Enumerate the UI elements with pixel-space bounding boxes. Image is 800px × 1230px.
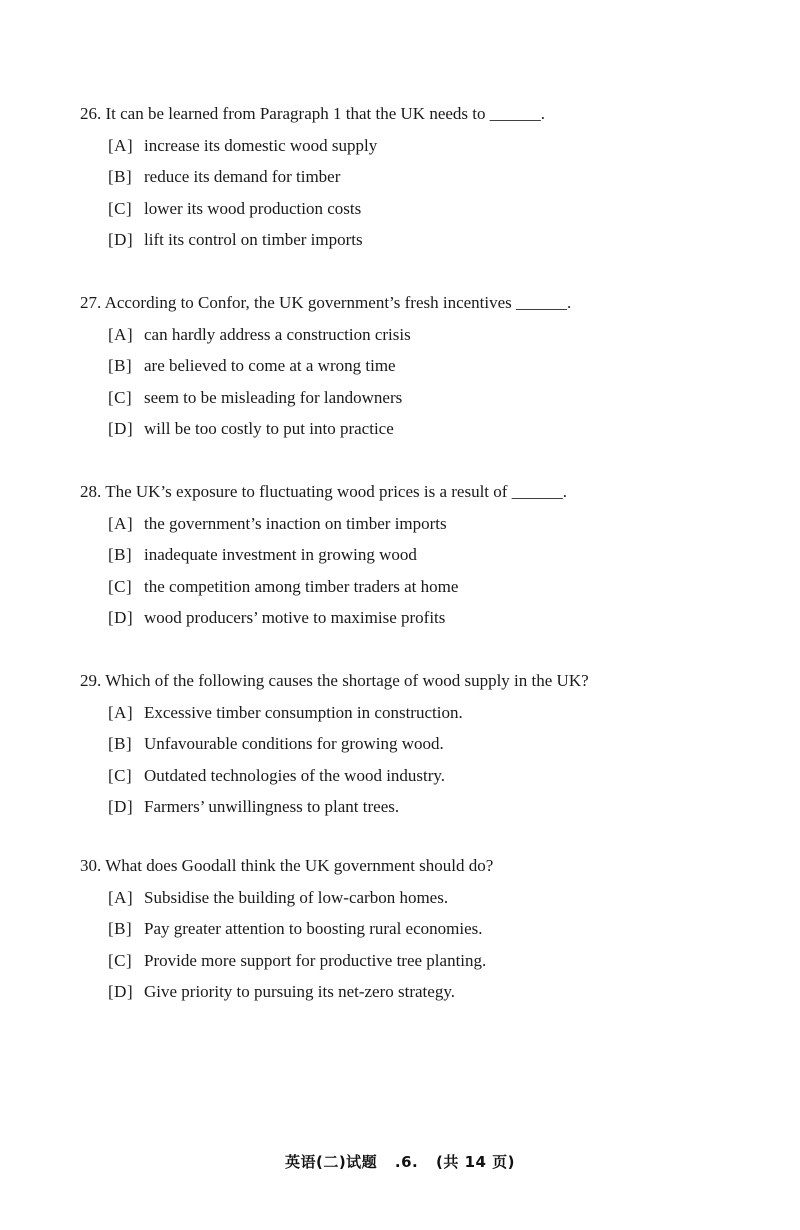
option-label: [C]: [108, 576, 133, 596]
option-d: [80, 418, 740, 440]
option-label: [D]: [108, 797, 134, 816]
option-label: [B]: [108, 167, 133, 186]
option-text: are believed to come at a wrong time: [144, 356, 396, 375]
option-text: inadequate investment in growing wood: [144, 545, 417, 564]
option-b: [80, 544, 740, 566]
option-label: [A]: [108, 702, 134, 722]
option-label: [C]: [108, 198, 133, 218]
footer-page-number: .6.: [394, 1153, 419, 1171]
question-28: [80, 481, 740, 629]
footer-subject: 英语(二)试题: [284, 1153, 378, 1171]
question-text: The UK’s exposure to fluctuating wood prices is a result of: [105, 482, 508, 501]
option-c: [80, 950, 740, 972]
question-stem: [80, 670, 740, 692]
option-label: [D]: [108, 230, 134, 249]
question-29: [80, 670, 740, 818]
option-text: the competition among timber traders at home: [144, 576, 459, 596]
option-list: [80, 135, 740, 252]
option-b: [80, 166, 740, 188]
question-text: It can be learned from Paragraph 1 that the UK needs to: [105, 104, 486, 123]
option-text: Provide more support for productive tree planting.: [144, 950, 487, 970]
question-text: According to Confor, the UK government’s fresh incentives: [104, 293, 512, 312]
footer-total-pages: (共 14 页): [436, 1153, 516, 1171]
option-text: Subsidise the building of low-carbon homes.: [144, 887, 449, 907]
answer-blank: ______.: [516, 293, 572, 312]
option-list: [80, 887, 740, 1004]
option-b: [80, 918, 740, 940]
question-number: 26.: [80, 104, 102, 123]
answer-blank: ______.: [489, 104, 545, 123]
option-text: will be too costly to put into practice: [144, 419, 394, 438]
option-text: reduce its demand for timber: [144, 167, 341, 186]
option-label: [B]: [108, 734, 133, 753]
option-text: Pay greater attention to boosting rural economies.: [144, 919, 483, 938]
question-stem: [80, 103, 740, 125]
option-d: [80, 607, 740, 629]
option-list: [80, 513, 740, 630]
option-text: can hardly address a construction crisis: [144, 324, 411, 344]
option-list: [80, 702, 740, 819]
option-text: seem to be misleading for landowners: [144, 387, 403, 407]
option-d: [80, 229, 740, 251]
page-footer: [0, 1151, 800, 1172]
option-text: lift its control on timber imports: [144, 230, 363, 249]
option-label: [D]: [108, 982, 134, 1001]
option-label: [C]: [108, 765, 133, 785]
option-c: [80, 576, 740, 598]
option-label: [B]: [108, 919, 133, 938]
question-number: 30.: [80, 856, 102, 875]
option-label: [D]: [108, 608, 134, 627]
option-text: lower its wood production costs: [144, 198, 362, 218]
option-c: [80, 387, 740, 409]
option-d: [80, 796, 740, 818]
option-label: [B]: [108, 356, 133, 375]
option-text: increase its domestic wood supply: [144, 135, 378, 155]
option-text: Give priority to pursuing its net-zero strategy.: [144, 982, 455, 1001]
option-b: [80, 355, 740, 377]
option-text: Farmers’ unwillingness to plant trees.: [144, 797, 400, 816]
option-label: [C]: [108, 387, 133, 407]
question-text: What does Goodall think the UK government should do?: [105, 856, 494, 875]
question-text: Which of the following causes the shortage of wood supply in the UK?: [105, 671, 589, 690]
question-number: 27.: [80, 293, 102, 312]
option-text: Excessive timber consumption in construction.: [144, 702, 463, 722]
option-label: [A]: [108, 135, 134, 155]
option-d: [80, 981, 740, 1003]
question-27: [80, 292, 740, 440]
option-label: [A]: [108, 887, 134, 907]
option-c: [80, 198, 740, 220]
option-text: Unfavourable conditions for growing wood.: [144, 734, 444, 753]
option-c: [80, 765, 740, 787]
option-a: [80, 702, 740, 724]
option-label: [A]: [108, 513, 134, 533]
question-30: [80, 855, 740, 1003]
question-stem: [80, 292, 740, 314]
option-list: [80, 324, 740, 441]
question-26: [80, 103, 740, 251]
question-number: 29.: [80, 671, 102, 690]
option-b: [80, 733, 740, 755]
option-text: wood producers’ motive to maximise profits: [144, 608, 446, 627]
option-a: [80, 887, 740, 909]
question-stem: [80, 481, 740, 503]
answer-blank: ______.: [511, 482, 567, 501]
question-stem: [80, 855, 740, 877]
option-a: [80, 324, 740, 346]
option-text: the government’s inaction on timber imports: [144, 513, 447, 533]
option-label: [A]: [108, 324, 134, 344]
question-number: 28.: [80, 482, 102, 501]
option-text: Outdated technologies of the wood industry.: [144, 765, 446, 785]
option-a: [80, 135, 740, 157]
option-label: [B]: [108, 545, 133, 564]
option-label: [D]: [108, 419, 134, 438]
option-a: [80, 513, 740, 535]
option-label: [C]: [108, 950, 133, 970]
